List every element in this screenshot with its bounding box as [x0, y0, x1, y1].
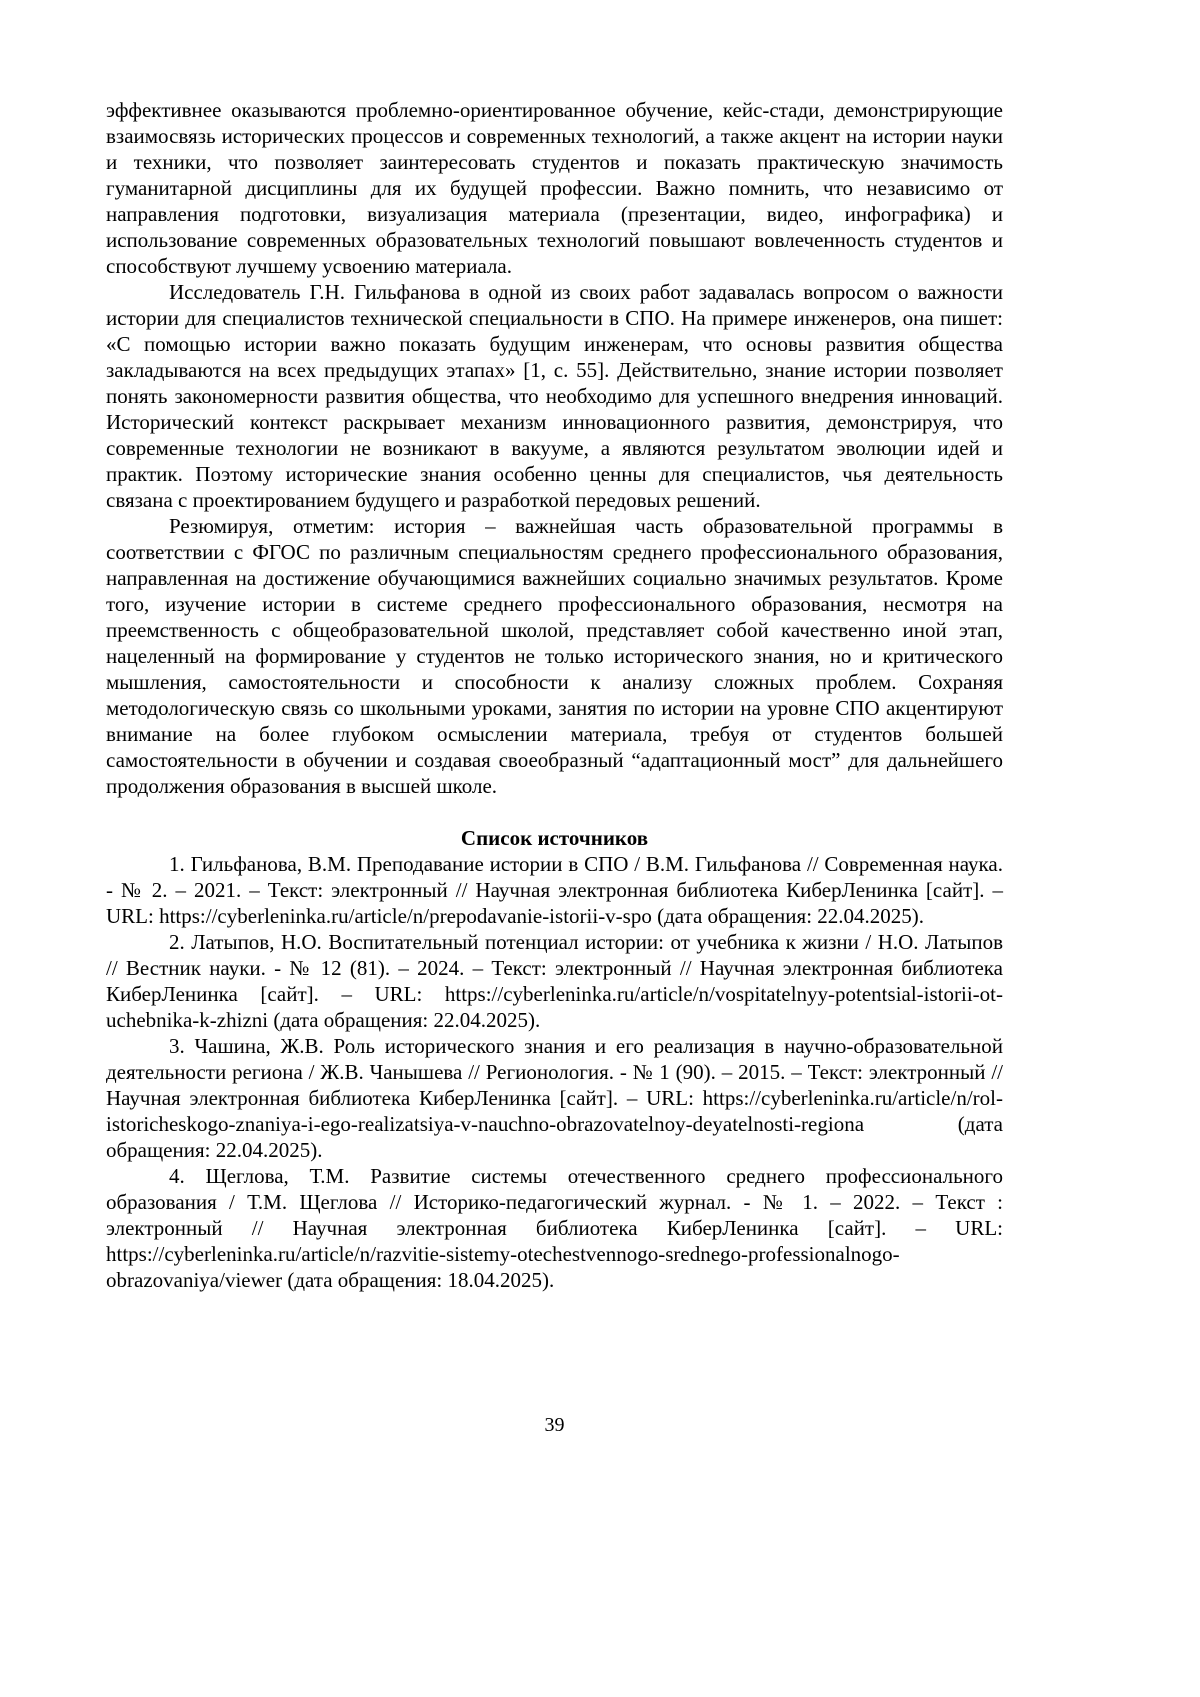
body-paragraph-continuation: эффективнее оказываются проблемно-ориентированное обучение, кейс-стади, демонстрирующие взаимосвязь исторических процессов и современных технологий, а также акцент на истории науки и техники, что позволяет заинтересовать студентов и показать практическую значимость гуманитарной дисциплины для их будущей профессии. Важно помнить, что независимо от направления подготовки, визуализация материала (презентации, видео, инфографика) и использование современных образовательных технологий повышают вовлеченность студентов и способствуют лучшему усвоению материала. — [106, 98, 1003, 278]
reference-item: 1. Гильфанова, В.М. Преподавание истории в СПО / В.М. Гильфанова // Современная наука. - № 2. – 2021. – Текст: электронный // Научная электронная библиотека КиберЛенинка [сайт]. – URL: https://cyberleninka.ru/article/n/prepodavanie-istorii-v-spo (дата обращения: 22.04.2025). — [106, 852, 1003, 928]
body-paragraph: Исследователь Г.Н. Гильфанова в одной из своих работ задавалась вопросом о важности истории для специалистов технической специальности в СПО. На примере инженеров, она пишет: «С помощью истории важно показать будущим инженерам, что основы развития общества закладываются на всех предыдущих этапах» [1, с. 55]. Действительно, знание истории позволяет понять закономерности развития общества, что необходимо для успешного внедрения инноваций. Исторический контекст раскрывает механизм инновационного развития, демонстрируя, что современные технологии не возникают в вакууме, а являются результатом эволюции идей и практик. Поэтому исторические знания особенно ценны для специалистов, чья деятельность связана с проектированием будущего и разработкой передовых решений. — [106, 280, 1003, 512]
reference-item: 3. Чашина, Ж.В. Роль исторического знания и его реализация в научно-образовательной деятельности региона / Ж.В. Чанышева // Регионология. - № 1 (90). – 2015. – Текст: электронный // Научная электронная библиотека КиберЛенинка [сайт]. – URL: https://cyberleninka.ru/article/n/rol-istoricheskogo-znaniya-i-ego-realizatsiya-v-nauchno-obrazovatelnoy-deyatelnosti-regiona (дата обращения: 22.04.2025). — [106, 1034, 1003, 1162]
reference-item: 4. Щеглова, Т.М. Развитие системы отечественного среднего профессионального образования / Т.М. Щеглова // Историко-педагогический журнал. - № 1. – 2022. – Текст : электронный // Научная электронная библиотека КиберЛенинка [сайт]. – URL: https://cyberleninka.ru/article/n/razvitie-sistemy-otechestvennogo-srednego-professionalnogo-obrazovaniya/viewer (дата обращения: 18.04.2025). — [106, 1164, 1003, 1292]
reference-item: 2. Латыпов, Н.О. Воспитательный потенциал истории: от учебника к жизни / Н.О. Латыпов // Вестник науки. - № 12 (81). – 2024. – Текст: электронный // Научная электронная библиотека КиберЛенинка [сайт]. – URL: https://cyberleninka.ru/article/n/vospitatelnyy-potentsial-istorii-ot-uchebnika-k-zhizni (дата обращения: 22.04.2025). — [106, 930, 1003, 1032]
body-paragraph: Резюмируя, отметим: история – важнейшая часть образовательной программы в соответствии с ФГОС по различным специальностям среднего профессионального образования, направленная на достижение обучающимися важнейших социально значимых результатов. Кроме того, изучение истории в системе среднего профессионального образования, несмотря на преемственность с общеобразовательной школой, представляет собой качественно иной этап, нацеленный на формирование у студентов не только исторического знания, но и критического мышления, самостоятельности и способности к анализу сложных проблем. Сохраняя методологическую связь со школьными уроками, занятия по истории на уровне СПО акцентируют внимание на более глубоком осмыслении материала, требуя от студентов большей самостоятельности в обучении и создавая своеобразный “адаптационный мост” для дальнейшего продолжения образования в высшей школе. — [106, 514, 1003, 798]
page-content — [106, 97, 1003, 1293]
references-heading: Список источников — [460, 826, 649, 850]
page-number: 39 — [544, 1414, 565, 1436]
